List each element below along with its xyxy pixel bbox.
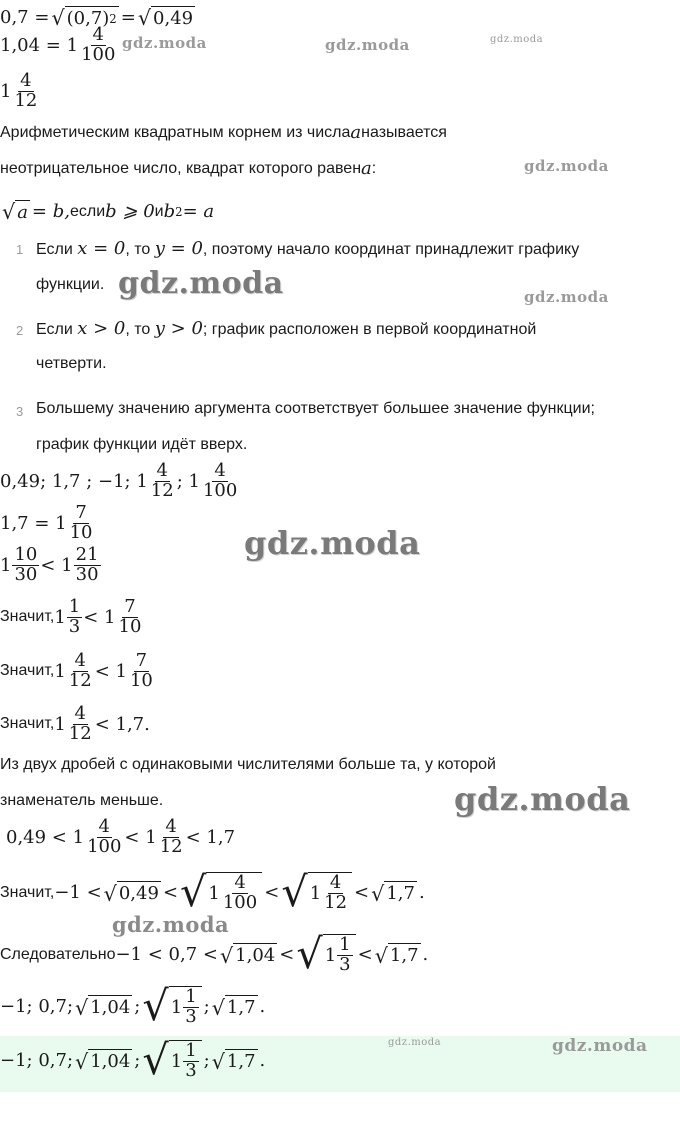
calc-period: .	[422, 944, 429, 966]
calc-line-7	[6, 818, 235, 857]
numerator: 4	[92, 24, 104, 45]
denominator: 10	[129, 669, 153, 691]
definition-formula	[0, 200, 214, 223]
radicand-a: a	[17, 202, 28, 223]
watermark: gdz.moda	[112, 912, 230, 937]
list-math: y > 0	[154, 318, 203, 339]
calc-text: <	[357, 944, 373, 966]
mixed-whole: 1	[170, 997, 183, 1019]
list-item-3-line-1: Большему значению аргумента соответствует большее значение функции;	[36, 400, 595, 417]
numerator: 1	[185, 1040, 197, 1062]
fraction	[67, 705, 94, 744]
list-text: Если	[36, 321, 78, 338]
calc-period: .	[259, 996, 266, 1018]
sqrt-sign: √ (0,7) 2	[51, 6, 117, 31]
mixed-whole: 1	[208, 883, 220, 905]
radicand: 1,04	[90, 1051, 131, 1073]
eq1-left: 0,7 =	[0, 7, 50, 28]
numerator: 4	[98, 816, 110, 837]
calc-text: ;	[203, 996, 210, 1018]
list-math: y = 0	[154, 238, 203, 259]
list-math: x = 0	[77, 238, 126, 259]
list-text: , то	[125, 241, 155, 258]
calc-text: <	[354, 882, 370, 904]
denominator: 12	[68, 669, 92, 691]
variable-a: a	[350, 122, 362, 143]
sqrt-sign: √ 1 $\frac{4}{100}$	[180, 872, 262, 913]
numerator: 1	[339, 934, 351, 956]
sqrt-sign: √ 1,7	[371, 881, 415, 906]
calc-line-6	[0, 705, 150, 744]
calc-line-8	[0, 868, 425, 916]
calc-text: 1	[54, 606, 66, 628]
calc-line-1	[0, 462, 240, 501]
numerator: 21	[75, 544, 99, 565]
calc-text: < 1,7	[185, 826, 236, 848]
denominator: 100	[81, 43, 116, 65]
denominator: 10	[118, 615, 142, 637]
numerator: 4	[74, 650, 86, 671]
list-item-1-line-2: функции.	[36, 276, 105, 293]
radicand: 1,04	[90, 997, 131, 1019]
calc-text: <	[264, 882, 280, 904]
sqrt-sign: √ 1,04	[219, 943, 276, 968]
formula-equals-a: = a	[182, 201, 215, 222]
numerator: 1	[185, 986, 197, 1008]
list-math: x > 0	[77, 318, 126, 339]
calc-text: <	[162, 882, 179, 904]
denominator: 12	[150, 479, 174, 501]
mixed-whole: 1	[309, 883, 322, 905]
list-text: Если	[36, 241, 78, 258]
fraction	[322, 874, 349, 913]
fraction	[183, 1042, 198, 1081]
calc-text: ; 1	[176, 470, 200, 492]
fraction	[128, 652, 155, 691]
variable-a: a	[361, 158, 372, 179]
eq1-equals: =	[120, 7, 136, 28]
definition-text: неотрицательное число, квадрат которого равен	[0, 159, 362, 177]
numerator: 4	[214, 460, 226, 481]
calc-text: ;	[203, 1050, 210, 1072]
fraction	[74, 546, 101, 585]
watermark: gdz.moda	[122, 34, 207, 52]
sqrt-sign: √ 0,49	[137, 6, 194, 31]
definition-text-end: называется	[361, 123, 447, 141]
calc-text: 1	[0, 554, 12, 576]
numerator: 7	[75, 502, 87, 523]
calc-text: 0,49 < 1	[6, 826, 85, 848]
sqrt-sign: √ 1,04	[75, 1049, 131, 1074]
mixed-whole: 1	[170, 1051, 183, 1073]
radicand: 1,7	[389, 945, 419, 967]
watermark: gdz.moda	[388, 1037, 442, 1048]
fraction	[67, 598, 82, 637]
numerator: 4	[20, 70, 32, 91]
radicand: 1,7	[226, 997, 256, 1019]
denominator: 3	[339, 954, 351, 976]
calc-period: .	[418, 882, 425, 904]
rule-line-1: Из двух дробей с одинаковыми числителями больше та, у которой	[0, 756, 496, 773]
list-text: , поэтому начало координат принадлежит графику	[202, 241, 580, 258]
calc-word: Значит,	[0, 662, 55, 680]
list-number: 1	[16, 242, 24, 257]
rule-line-2: знаменатель меньше.	[0, 792, 164, 809]
eq1-result: 0,49	[153, 8, 194, 29]
calc-text: 1	[54, 660, 66, 682]
sqrt-sign: √ 0,49	[103, 881, 159, 906]
denominator: 100	[87, 835, 122, 857]
numerator: 4	[165, 816, 177, 837]
calc-text: −1; 0,7;	[0, 996, 74, 1018]
sqrt-sign: √ 1 $\frac{4}{12}$	[281, 872, 352, 913]
watermark: gdz.moda	[244, 524, 421, 562]
list-item-3-line-2: график функции идёт вверх.	[36, 436, 248, 453]
fraction	[117, 598, 144, 637]
numerator: 7	[124, 596, 136, 617]
eq1-radicand: (0,7)	[66, 8, 110, 29]
watermark: gdz.moda	[490, 34, 544, 45]
calc-period: .	[259, 1050, 266, 1072]
denominator: 12	[324, 892, 348, 914]
numerator: 4	[156, 460, 168, 481]
calc-word: Значит,	[0, 883, 55, 901]
calc-line-9	[0, 930, 429, 978]
calc-text: < 1	[40, 554, 73, 576]
formula-and: и	[154, 202, 164, 220]
calc-text: <	[279, 944, 295, 966]
sqrt-sign: √ 1 $\frac{1}{3}$	[142, 1040, 201, 1081]
sqrt-sign: √ 1,7	[374, 943, 419, 968]
numerator: 7	[135, 650, 148, 671]
watermark: gdz.moda	[118, 266, 284, 301]
watermark: gdz.moda	[524, 157, 609, 175]
radicand: 0,49	[118, 883, 159, 905]
sqrt-sign: √ 1 $\frac{1}{3}$	[296, 934, 355, 975]
fraction	[337, 936, 352, 975]
calc-word: Значит,	[0, 715, 55, 733]
list-number: 2	[16, 323, 24, 338]
watermark: gdz.moda	[325, 36, 410, 54]
calc-text: 1,7 = 1	[0, 512, 67, 534]
watermark: gdz.moda	[524, 288, 609, 306]
calc-text: ;	[134, 996, 141, 1018]
formula-condition: b ⩾ 0	[105, 201, 155, 222]
denominator: 3	[185, 1060, 197, 1082]
sqrt-sign: √ 1,04	[75, 995, 131, 1020]
calc-text: < 1,7.	[94, 713, 150, 735]
radicand: 1,7	[386, 883, 415, 905]
formula-exponent: 2	[175, 204, 183, 219]
calc-text: 1	[54, 713, 66, 735]
fraction	[221, 874, 259, 913]
formula-b: = b,	[31, 201, 70, 222]
denominator: 100	[202, 479, 238, 501]
calc-text: < 1	[83, 606, 116, 628]
radicand: 1,7	[226, 1051, 256, 1073]
calc-text: < 1	[124, 826, 157, 848]
sqrt-sign: √ a	[2, 200, 28, 225]
eq2-left: 1,04 = 1	[0, 34, 79, 56]
mixed-whole: 1	[324, 945, 337, 967]
denominator: 12	[68, 722, 92, 744]
list-item-2-line-2: четверти.	[36, 355, 107, 372]
fraction	[158, 818, 185, 857]
calc-line-4	[0, 598, 144, 637]
answer-line	[0, 1036, 266, 1084]
list-item-1-line-1	[36, 238, 579, 259]
fraction	[68, 504, 95, 543]
fraction	[79, 26, 117, 65]
calc-line-3	[0, 546, 102, 585]
denominator: 30	[75, 563, 99, 585]
eq3-whole: 1	[0, 80, 12, 102]
denominator: 3	[185, 1006, 197, 1028]
fraction	[149, 462, 176, 501]
fraction	[12, 72, 39, 111]
eq1-exponent: 2	[109, 11, 117, 26]
list-number: 3	[16, 404, 24, 419]
denominator: 100	[222, 892, 258, 914]
fraction	[183, 988, 198, 1027]
sqrt-sign: √ 1,7	[211, 1049, 256, 1074]
equation-line-2	[0, 26, 118, 65]
numerator: 4	[74, 703, 86, 724]
fraction	[67, 652, 94, 691]
radicand: 1,04	[235, 945, 276, 967]
calc-text: −1; 0,7;	[0, 1050, 74, 1072]
calc-text: −1 < 0,7 <	[115, 944, 218, 966]
calc-text: 0,49; 1,7 ; −1; 1	[0, 470, 148, 492]
denominator: 12	[14, 89, 38, 111]
numerator: 4	[329, 872, 342, 894]
definition-colon: :	[371, 159, 377, 177]
sqrt-sign: √ 1 $\frac{1}{3}$	[142, 986, 201, 1027]
numerator: 1	[68, 596, 81, 617]
formula-b-var: b	[163, 201, 176, 222]
list-text: ; график расположен в первой координатной	[202, 321, 537, 338]
calc-line-10	[0, 982, 266, 1030]
watermark: gdz.moda	[454, 780, 631, 818]
denominator: 10	[69, 521, 93, 543]
fraction	[201, 462, 239, 501]
definition-line-2	[0, 158, 376, 179]
denominator: 30	[14, 563, 38, 585]
numerator: 10	[14, 544, 38, 565]
calc-word: Значит,	[0, 608, 55, 626]
list-item-2-line-1	[36, 318, 536, 339]
definition-line-1	[0, 122, 447, 143]
equation-line-3	[0, 72, 40, 111]
calc-line-5	[0, 652, 156, 691]
calc-word: Следовательно	[0, 945, 116, 963]
watermark: gdz.moda	[552, 1036, 648, 1056]
formula-if: если	[69, 202, 106, 220]
calc-text: ;	[134, 1050, 141, 1072]
definition-text: Арифметическим квадратным корнем из числа	[0, 123, 351, 141]
denominator: 12	[159, 835, 183, 857]
calc-line-2	[0, 504, 96, 543]
sqrt-sign: √ 1,7	[211, 995, 256, 1020]
numerator: 4	[234, 872, 246, 894]
denominator: 3	[68, 615, 81, 637]
calc-text: −1 <	[54, 882, 102, 904]
fraction	[85, 818, 123, 857]
fraction	[12, 546, 39, 585]
list-text: , то	[125, 321, 155, 338]
calc-text: < 1	[94, 660, 127, 682]
